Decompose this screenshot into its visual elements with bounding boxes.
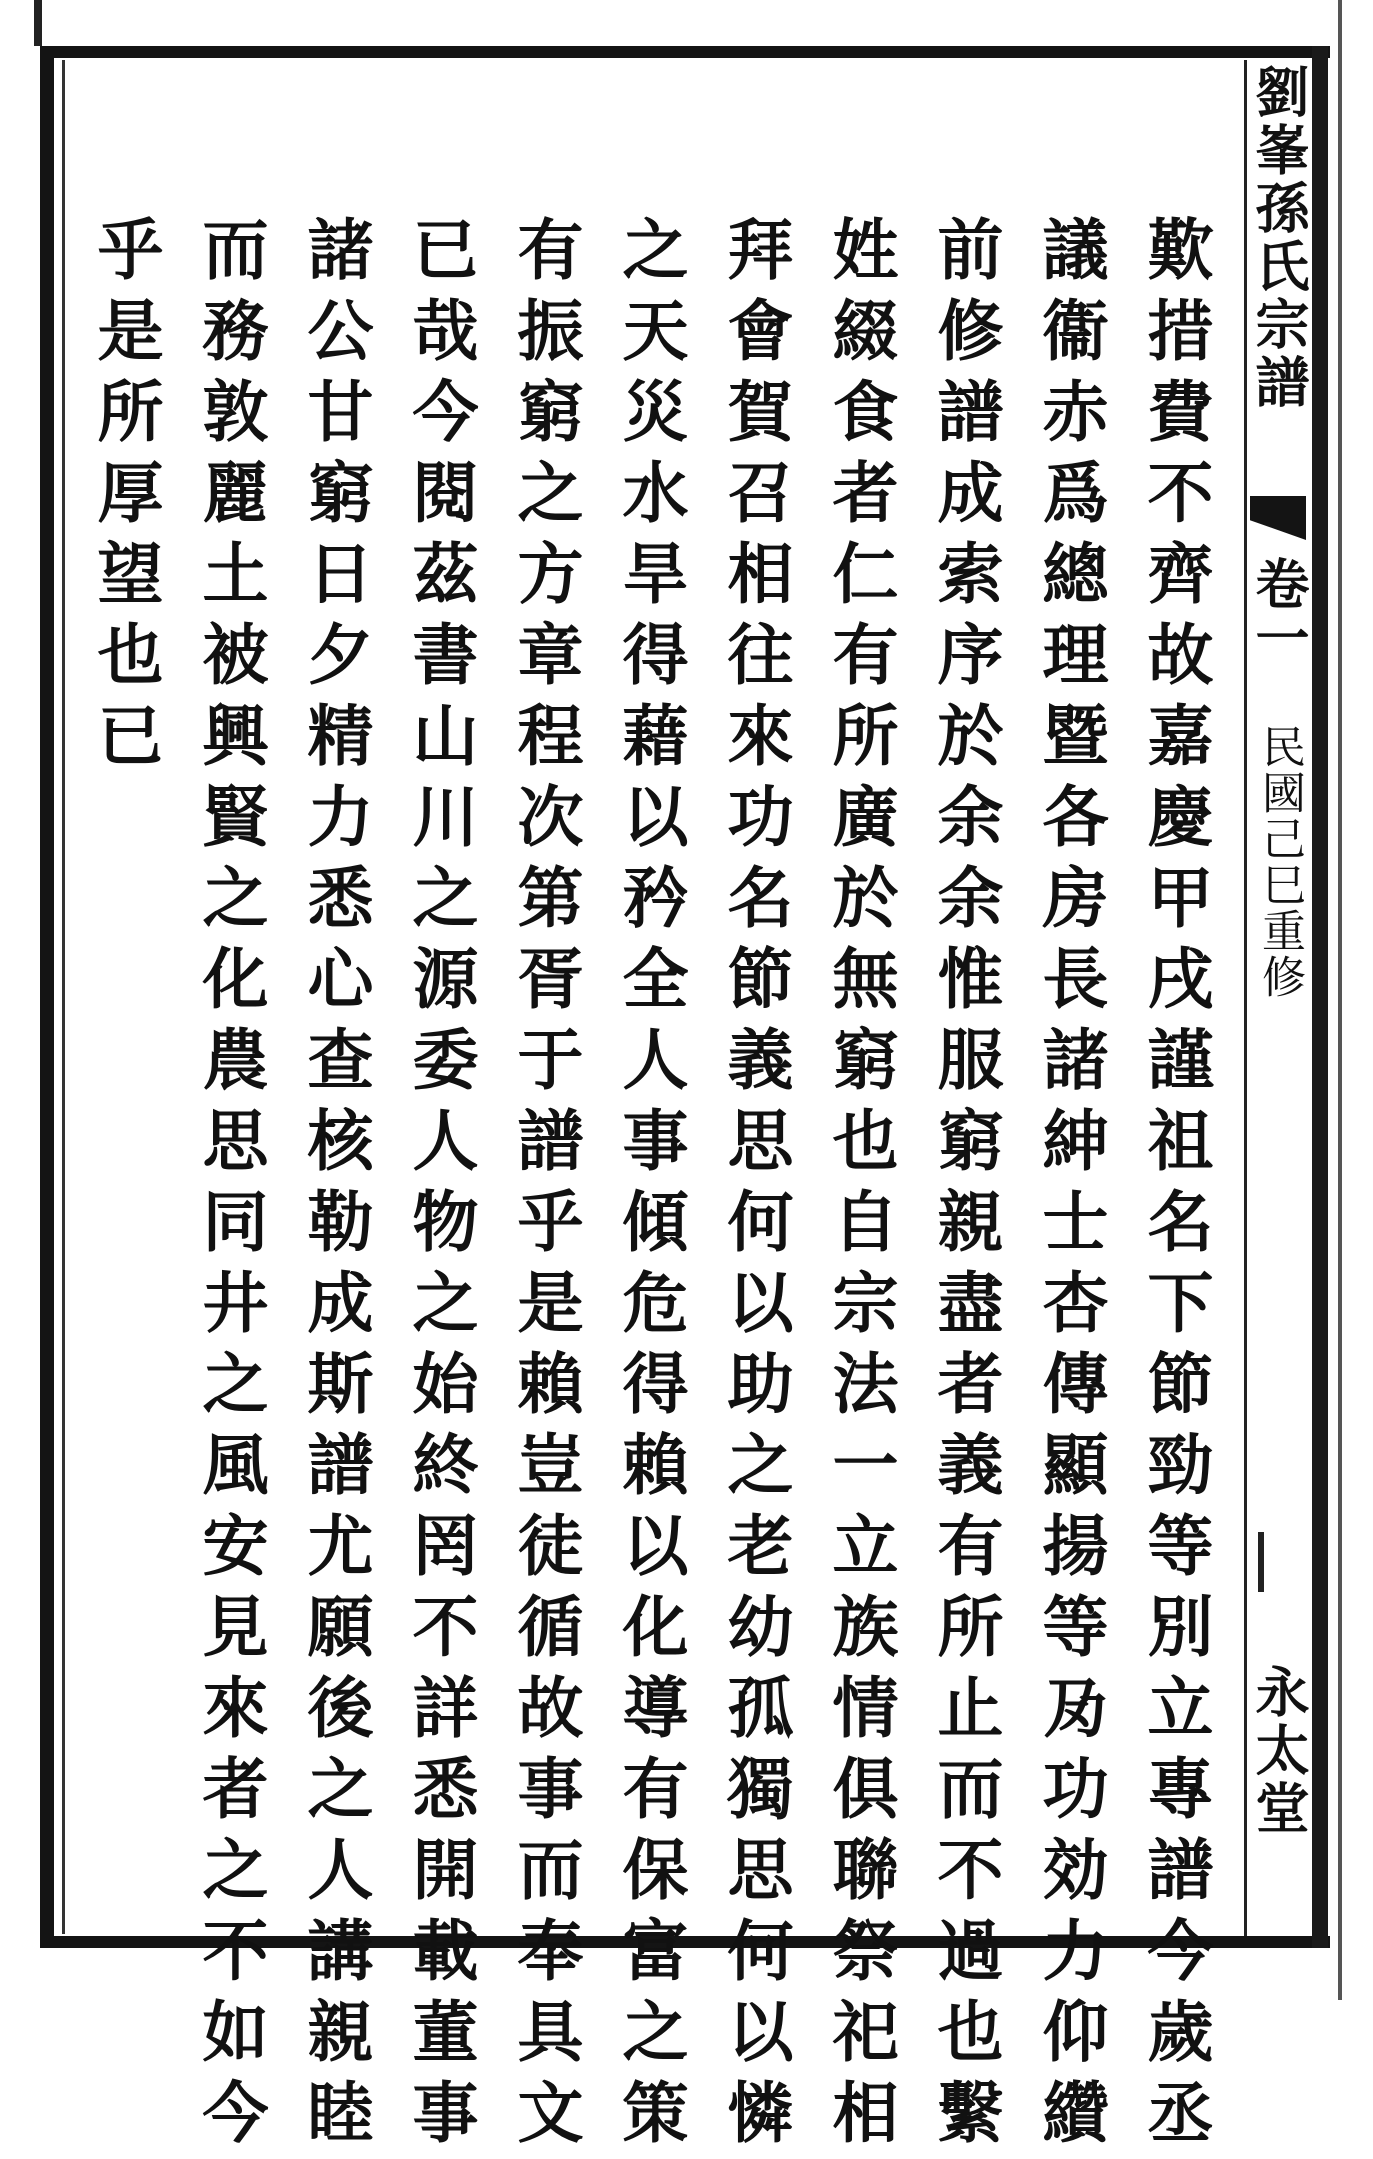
center-column xyxy=(1247,64,1311,1930)
volume-label: 卷一 xyxy=(1247,556,1311,664)
frame-left-border xyxy=(40,46,54,1948)
text-column: 歎措費不齊故嘉慶甲戌謹祖名下節勁等別立專譜今歲丞 xyxy=(1136,215,1214,2159)
text-column: 議衞赤爲總理暨各房長諸紳士杏傳顯揚等夃功効力仰纘 xyxy=(1031,215,1109,2159)
text-column: 乎是所厚望也已 xyxy=(86,215,164,782)
text-column: 有振窮之方章程次第胥于譜乎是賴豈徒循故事而奉具文 xyxy=(506,215,584,2159)
text-column: 姓綴食者仁有所廣於無窮也自宗法一立族情俱聯祭祀相 xyxy=(821,215,899,2159)
frame-top-border xyxy=(40,46,1330,58)
frame-left-inner-line xyxy=(62,60,65,1934)
text-column: 而務敦麗土被興賢之化農思同井之風安見來者之不如今 xyxy=(191,215,269,2159)
body-text xyxy=(75,215,1235,2159)
text-column: 前修譜成索序於余余惟服窮親盡者義有所止而不過也繫 xyxy=(926,215,1004,2159)
fishtail-mark xyxy=(1250,496,1306,540)
text-column: 已哉今閱茲書山川之源委人物之始終罔不詳悉開載董事 xyxy=(401,215,479,2159)
text-column: 諸公甘窮日夕精力悉心查核勒成斯譜尤願後之人講親睦 xyxy=(296,215,374,2159)
page-edge xyxy=(1338,0,1342,2000)
edition-label: 民國己巳重修 xyxy=(1254,724,1305,1000)
book-title: 劉峯孫氏宗譜 xyxy=(1247,64,1311,412)
frame-top-stub xyxy=(34,0,42,46)
text-column: 之天災水旱得藉以矜全人事傾危得賴以化導有保富之策 xyxy=(611,215,689,2159)
text-column: 拜會賀召相往來功名節義思何以助之老幼孤獨思何以憐 xyxy=(716,215,794,2159)
page-number-mark xyxy=(1258,1532,1264,1592)
frame-right-border xyxy=(1312,46,1328,1948)
hall-name: 永太堂 xyxy=(1247,1664,1311,1838)
